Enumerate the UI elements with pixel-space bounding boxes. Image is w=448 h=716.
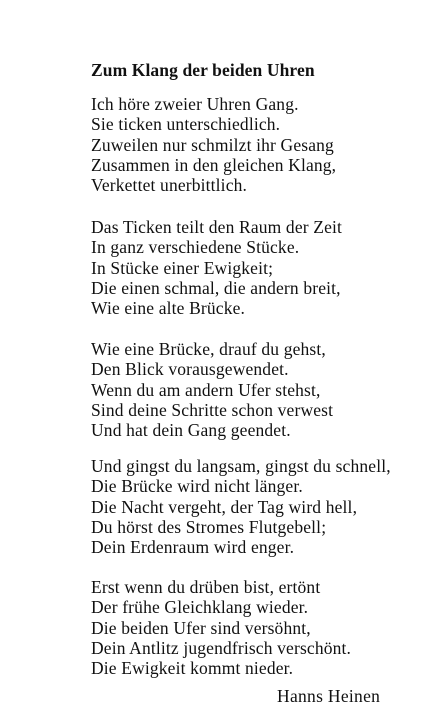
verse-line: Die Ewigkeit kommt nieder. [91,658,294,679]
verse-line: Und gingst du langsam, gingst du schnell, [91,456,391,476]
verse-line: Die beiden Ufer sind versöhnt, [91,617,311,638]
verse-line: Wenn du am andern Ufer stehst, [91,379,321,400]
verse-line: Die Nacht vergeht, der Tag wird hell, [91,496,358,517]
verse-line: Die einen schmal, die andern breit, [91,277,341,298]
verse-line: Der frühe Gleichklang wieder. [91,597,309,618]
verse-line: Zuweilen nur schmilzt ihr Gesang [91,134,334,155]
verse-line: Und hat dein Gang geendet. [91,420,291,441]
verse-line: Du hörst des Stromes Flutgebell; [91,516,327,537]
stanza-2 [91,217,342,318]
verse-line: Dein Erdenraum wird enger. [91,537,295,558]
verse-line: Wie eine Brücke, drauf du gehst, [91,339,326,359]
verse-line: Erst wenn du drüben bist, ertönt [91,577,321,597]
verse-line: Den Blick vorausgewendet. [91,359,289,380]
verse-line: Sind deine Schritte schon verwest [91,399,334,420]
verse-line: Wie eine alte Brücke. [91,298,246,319]
poem-author: Hanns Heinen [277,686,381,706]
verse-line: Verkettet unerbittlich. [91,175,248,196]
verse-line: Ich höre zweier Uhren Gang. [91,94,299,114]
stanza-3 [91,339,333,440]
verse-line: Zusammen in den gleichen Klang, [91,154,337,175]
verse-line: Die Brücke wird nicht länger. [91,476,303,497]
verse-line: Dein Antlitz jugendfrisch verschönt. [91,637,352,658]
verse-line: Sie ticken unterschiedlich. [91,114,281,135]
stanza-5 [91,577,351,678]
stanza-1 [91,94,336,195]
verse-line: Das Ticken teilt den Raum der Zeit [91,217,343,237]
verse-line: In Stücke einer Ewigkeit; [91,257,274,278]
verse-line: In ganz verschiedene Stücke. [91,237,300,258]
stanza-4 [91,456,391,557]
poem-title: Zum Klang der beiden Uhren [91,60,315,80]
